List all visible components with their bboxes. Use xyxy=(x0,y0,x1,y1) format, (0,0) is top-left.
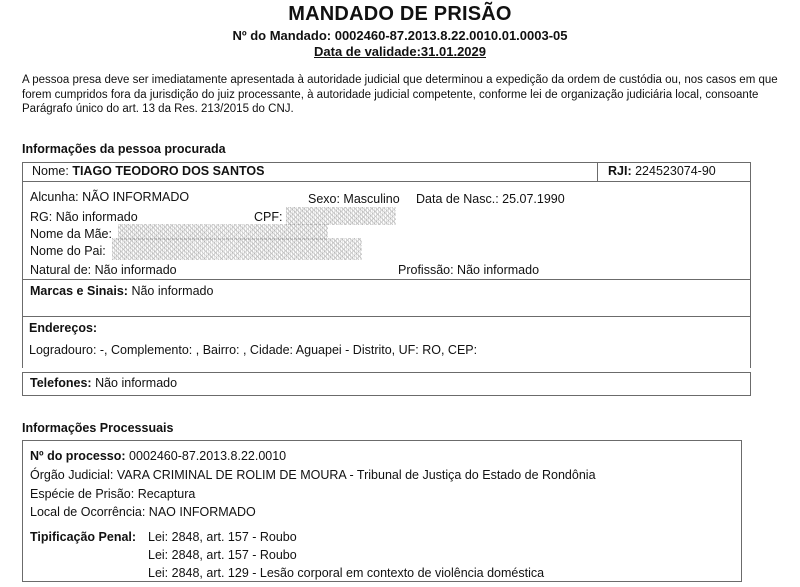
person-section-title: Informações da pessoa procurada xyxy=(22,142,226,156)
name-value: TIAGO TEODORO DOS SANTOS xyxy=(72,164,265,178)
court-field: Órgão Judicial: VARA CRIMINAL DE ROLIM DE MOURA - Tribunal de Justiça do Estado de Rondônia xyxy=(30,468,596,482)
name-rji-divider xyxy=(597,162,598,181)
document-title: MANDADO DE PRISÃO xyxy=(288,3,512,25)
location-field: Local de Ocorrência: NAO INFORMADO xyxy=(30,505,256,519)
addresses-right-border xyxy=(750,316,751,368)
phones-field xyxy=(30,376,177,390)
addresses-left-border xyxy=(22,316,23,368)
validity-date-text: Data de validade:31.01.2029 xyxy=(314,44,486,59)
rg-field: RG: Não informado xyxy=(30,210,138,224)
penal-item: Lei: 2848, art. 157 - Roubo xyxy=(148,548,297,562)
penal-label: Tipificação Penal: xyxy=(30,530,137,544)
process-number-field xyxy=(30,449,286,463)
phones-label: Telefones: xyxy=(30,376,92,390)
address-line: Logradouro: -, Complemento: , Bairro: , Cidade: Aguapei - Distrito, UF: RO, CEP: xyxy=(29,343,478,357)
father-name-redacted xyxy=(112,238,362,260)
profession-field: Profissão: Não informado xyxy=(398,263,540,277)
rji-value: 224523074-90 xyxy=(635,164,716,178)
birth-date-field: Data de Nasc.: 25.07.1990 xyxy=(416,192,565,206)
custody-notice: A pessoa presa deve ser imediatamente apresentada à autoridade judicial que determinou a expedição da ordem de custódia ou, nos casos em que forem cumpridos fora da jurisdição do juiz processante, à autoridade judicial competente, conforme lei de organização judiciária local, consoante Parágrafo único do art. 13 da Res. 213/2015 do CNJ. xyxy=(22,74,778,115)
warrant-number: Nº do Mandado: 0002460-87.2013.8.22.0010.01.0003-05 xyxy=(232,28,568,43)
validity-date xyxy=(0,44,800,59)
process-label: Nº do processo: xyxy=(30,449,126,463)
alias-field: Alcunha: NÃO INFORMADO xyxy=(30,190,190,204)
father-label: Nome do Pai: xyxy=(30,244,106,258)
process-section-title: Informações Processuais xyxy=(22,421,174,435)
marks-field xyxy=(30,284,213,298)
birthplace-field: Natural de: Não informado xyxy=(30,263,177,277)
penal-item: Lei: 2848, art. 157 - Roubo xyxy=(148,530,297,544)
phones-value: Não informado xyxy=(95,376,178,390)
marks-value: Não informado xyxy=(131,284,214,298)
sex-field: Sexo: Masculino xyxy=(308,192,400,206)
addresses-label: Endereços: xyxy=(29,321,98,335)
marks-label: Marcas e Sinais: xyxy=(30,284,128,298)
process-value: 0002460-87.2013.8.22.0010 xyxy=(129,449,287,463)
penal-item: Lei: 2848, art. 129 - Lesão corporal em contexto de violência doméstica xyxy=(148,566,545,580)
cpf-label: CPF: xyxy=(254,210,283,224)
rji-label: RJI: xyxy=(608,164,632,178)
rji-field xyxy=(608,164,716,178)
cpf-redacted xyxy=(286,207,396,225)
arrest-type-field: Espécie de Prisão: Recaptura xyxy=(30,487,196,501)
name-field xyxy=(32,164,264,178)
name-label: Nome: xyxy=(32,164,69,178)
mother-label: Nome da Mãe: xyxy=(30,227,112,241)
